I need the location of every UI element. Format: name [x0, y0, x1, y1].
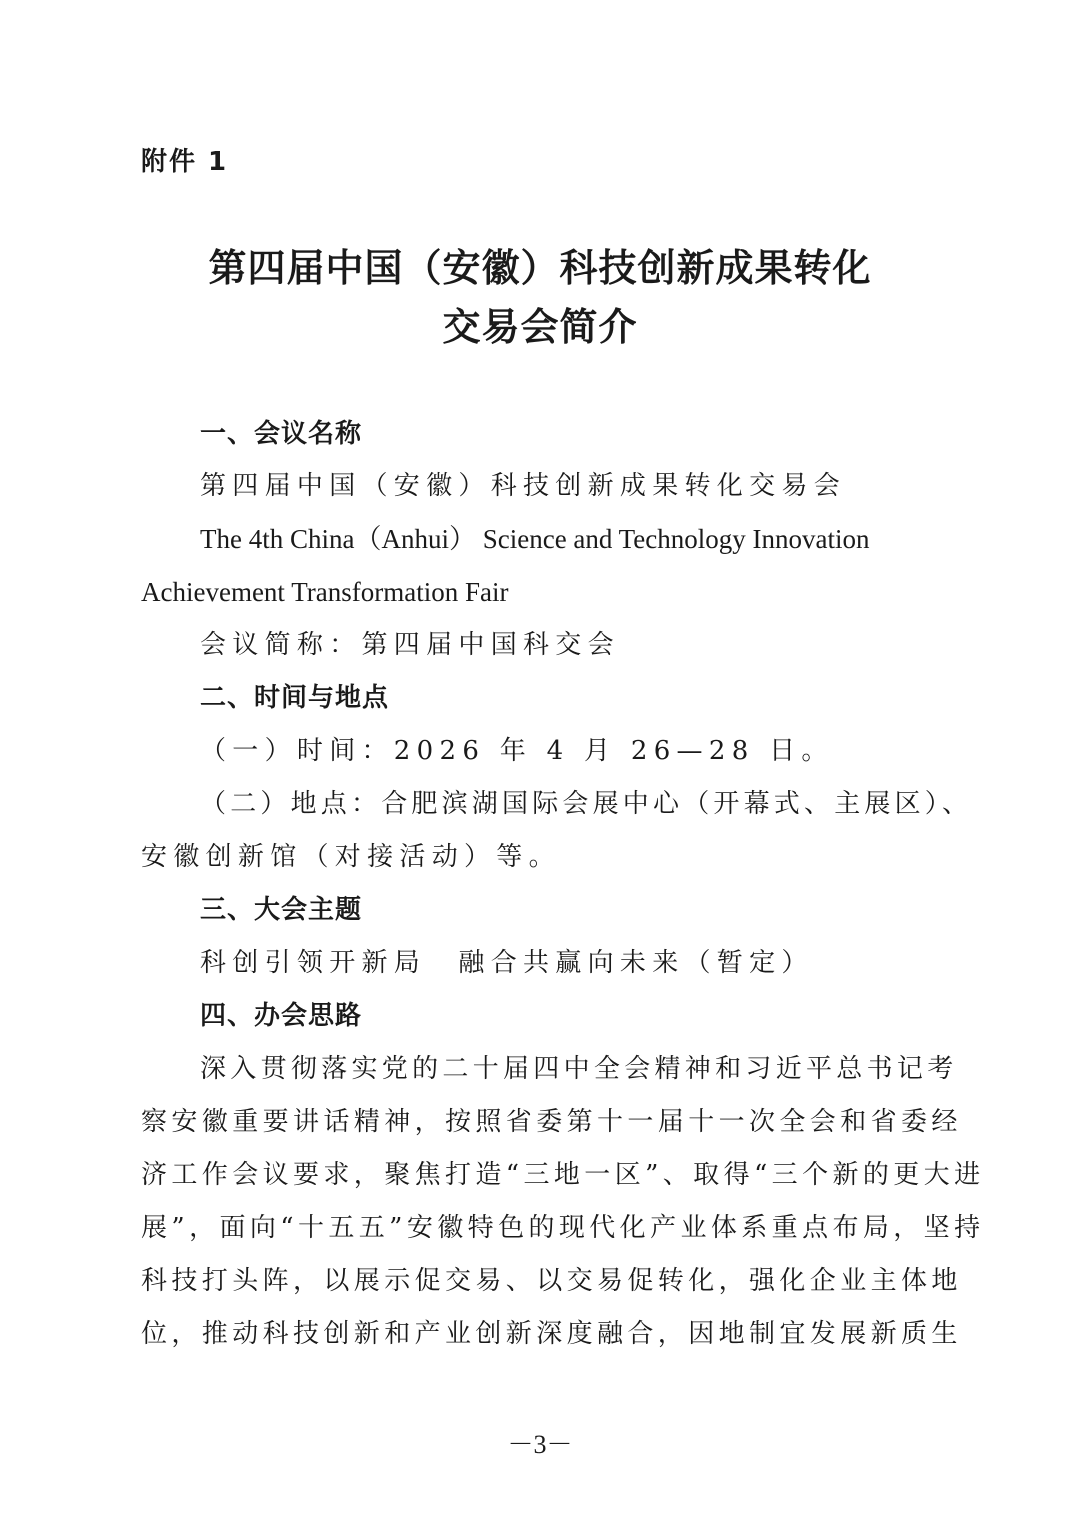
conference-name-en-line-2: Achievement Transformation Fair: [141, 577, 509, 607]
paragraph-line: 展”，面向“十五五”安徽特色的现代化产业体系重点布局，坚持: [141, 1213, 985, 1243]
conference-place-line-1: （二）地点：合肥滨湖国际会展中心（开幕式、主展区）、: [200, 789, 973, 819]
section-3-heading: 三、大会主题: [200, 895, 363, 925]
paragraph-line: 深入贯彻落实党的二十届四中全会精神和习近平总书记考: [200, 1054, 958, 1084]
attachment-label: 附件 1: [141, 147, 229, 177]
conference-time: （一）时间：2026 年 4 月 26—28 日。: [200, 736, 834, 766]
paragraph-line: 位，推动科技创新和产业创新深度融合，因地制宜发展新质生: [141, 1319, 962, 1349]
conference-theme: 科创引领开新局 融合共赢向未来（暂定）: [200, 948, 814, 978]
paragraph-line: 济工作会议要求，聚焦打造“三地一区”、取得“三个新的更大进: [141, 1160, 985, 1190]
document-title-line-1: 第四届中国（安徽）科技创新成果转化: [208, 246, 872, 290]
conference-short-name: 会议简称：第四届中国科交会: [200, 630, 620, 660]
document-title-line-2: 交易会简介: [442, 305, 638, 349]
section-1-heading: 一、会议名称: [200, 419, 363, 449]
paragraph-line: 察安徽重要讲话精神，按照省委第十一届十一次全会和省委经: [141, 1107, 962, 1137]
section-2-heading: 二、时间与地点: [200, 683, 390, 713]
section-4-heading: 四、办会思路: [200, 1001, 363, 1031]
conference-name-en-line-1: The 4th China（Anhui） Science and Technology Innovation: [200, 524, 870, 554]
conference-name-cn: 第四届中国（安徽）科技创新成果转化交易会: [200, 471, 847, 501]
page-number: －3－: [507, 1430, 573, 1459]
conference-place-line-2: 安徽创新馆（对接活动）等。: [141, 842, 561, 872]
paragraph-line: 科技打头阵，以展示促交易、以交易促转化，强化企业主体地: [141, 1266, 962, 1296]
